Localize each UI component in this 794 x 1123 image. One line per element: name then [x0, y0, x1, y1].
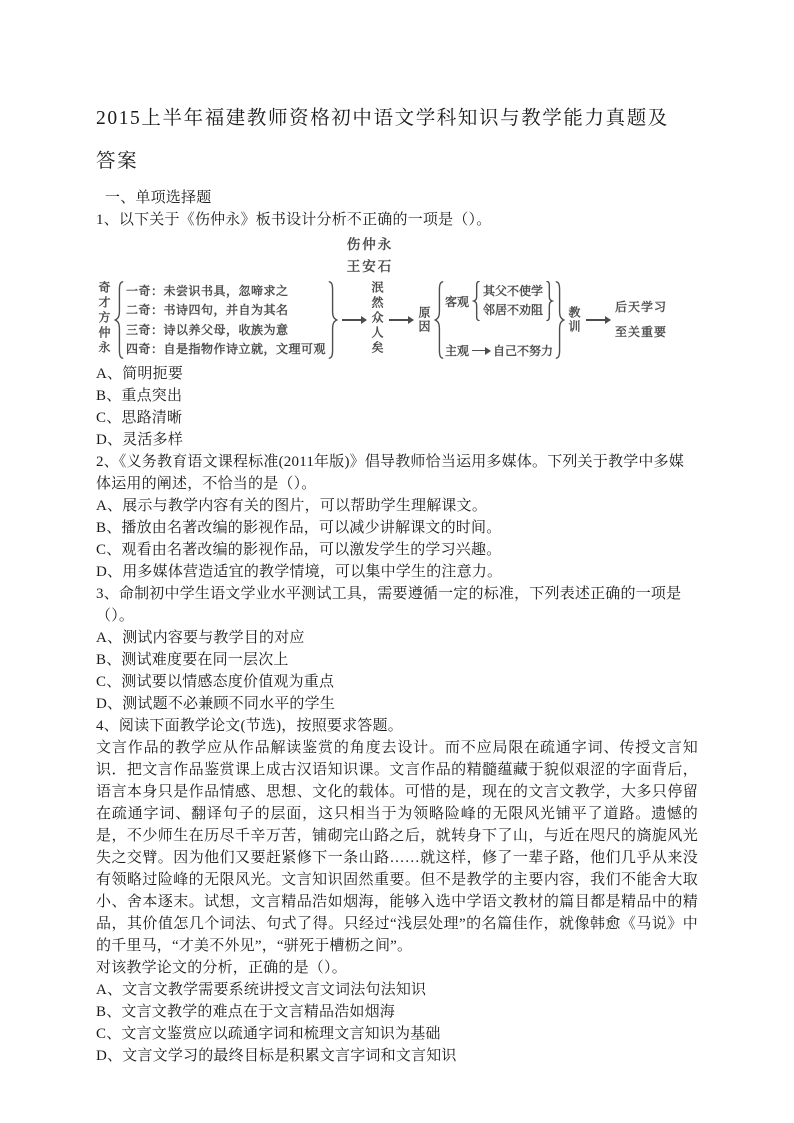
question-4-sub-stem: 对该教学论文的分析，正确的是（）。: [96, 960, 347, 976]
question-3-option-a: A、测试内容要与教学目的对应: [96, 630, 305, 646]
objective-item: 邻居不劝阻: [483, 303, 544, 317]
diagram-conclusion: [615, 295, 667, 345]
question-3-option-d: D、测试题不必兼顾不同水平的学生: [96, 696, 336, 712]
conclusion-line: 至关重要: [615, 325, 668, 339]
objective-item: 其父不使学: [483, 284, 544, 298]
question-3-option-b: B、测试难度要在同一层次上: [96, 652, 289, 668]
arrow-right-icon: [342, 319, 366, 320]
conclusion-line: 后天学习: [615, 300, 668, 314]
wonder-item: 一奇：未尝识书具，忽啼求之: [126, 284, 289, 298]
question-2-option-b: B、播放由名著改编的影视作品，可以减少讲解课文的时间。: [96, 520, 502, 536]
arrow-right-icon: [389, 319, 413, 320]
section-heading: 一、单项选择题: [105, 190, 212, 206]
subjective-value: 自己不努力: [493, 344, 554, 358]
question-4-stem: 4、阅读下面教学论文(节选)，按照要求答题。: [96, 718, 403, 734]
diagram-header: [96, 234, 644, 278]
question-2-option-c: C、观看由名著改编的影视作品，可以激发学生的学习兴趣。: [96, 542, 502, 558]
diagram-subject-label: 奇才方仲永: [97, 281, 111, 356]
diagram-wonders-list: [124, 281, 328, 359]
board-design-diagram: [96, 234, 698, 359]
question-1-option-b: B、重点突出: [96, 388, 183, 404]
arrow-right-icon: [472, 350, 490, 351]
diagram-author: 王安石: [346, 259, 394, 274]
wonder-item: 三奇：诗以养父母，收族为意: [126, 322, 289, 337]
subjective-label: 主观: [445, 344, 470, 358]
diagram-causes: [445, 281, 554, 359]
left-brace-icon: [433, 281, 444, 359]
question-2-option-a: A、展示与教学内容有关的图片，可以帮助学生理解课文。: [96, 498, 488, 514]
right-brace-icon: [328, 281, 339, 359]
diagram-lesson-label: 教训: [567, 306, 582, 334]
question-3-option-c: C、测试要以情感态度价值观为重点: [96, 674, 335, 690]
subjective-cause-row: [445, 342, 554, 359]
objective-items: [480, 282, 546, 320]
diagram-title: 伤仲永: [346, 237, 394, 252]
right-brace-icon: [555, 281, 566, 359]
diagram-reason-label: 原因: [417, 306, 432, 334]
question-2-option-d: D、用多媒体营造适宜的教学情境，可以集中学生的注意力。: [96, 564, 503, 580]
right-brace-icon: [546, 281, 554, 321]
question-4-option-d: D、文言文学习的最终目标是积累文言字词和文言知识: [96, 1048, 457, 1064]
question-4-option-a: A、文言文教学需要系统讲授文言文词法句法知识: [96, 982, 427, 998]
diagram-body: [96, 281, 698, 359]
question-1-option-a: A、简明扼要: [96, 366, 184, 382]
objective-label: 客观: [445, 294, 470, 309]
document-title: 2015上半年福建教师资格初中语文学科知识与教学能力真题及答案: [96, 108, 669, 172]
question-4-option-c: C、文言文鉴赏应以疏通字词和梳理文言知识为基础: [96, 1026, 441, 1042]
question-1-option-d: D、灵活多样: [96, 432, 184, 448]
objective-cause-row: [445, 281, 554, 321]
question-2-stem: 2、《义务教育语文课程标准(2011年版)》倡导教师恰当运用多媒体。下列关于教学中多媒体运用的阐述，不恰当的是（）。: [96, 454, 685, 492]
arrow-right-icon: [586, 319, 610, 320]
wonder-item: 二奇：书诗四句，并自为其名: [126, 303, 289, 318]
question-3-stem: 3、命制初中学生语文学业水平测试工具，需要遵循一定的标准，下列表述正确的一项是（）。: [96, 586, 682, 624]
question-1-stem: 1、以下关于《伤仲永》板书设计分析不正确的一项是（）。: [96, 212, 492, 228]
question-4-passage: 文言作品的教学应从作品解读鉴赏的角度去设计。而不应局限在疏通字词、传授文言知识．把文言作品鉴赏课上成古汉语知识课。文言作品的精髓蕴藏于貌似艰涩的字面背后，语言本身只是作品情感、思想、文化的载体。可惜的是，现在的文言文教学，大多只停留在疏通字词、翻译句子的层面，这只相当于为领略险峰的无限风光铺平了道路。遗憾的是，不少师生在历尽千辛万苦，铺砌完山路之后，就转身下了山，与近在咫尺的旖旎风光失之交臂。因为他们又要赶紧修下一条山路……就这样，修了一辈子路，他们几乎从来没有领略过险峰的无限风光。文言知识固然重要。但不是教学的主要内容，我们不能舍大取小、舍本逐末。试想，文言精品浩如烟海，能够入选中学语文教材的篇目都是精品中的精品，其价值怎几个词法、句式了得。只经过“浅层处理”的名篇佳作，就像韩愈《马说》中的千里马，“才美不外见”，“骈死于槽枥之间”。: [96, 740, 698, 954]
left-brace-icon: [472, 281, 480, 321]
left-brace-icon: [113, 281, 124, 359]
question-4-option-b: B、文言文教学的难点在于文言精品浩如烟海: [96, 1004, 396, 1020]
diagram-middle-label: 泯然众人矣: [370, 281, 385, 356]
question-1-option-c: C、思路清晰: [96, 410, 183, 426]
wonder-item: 四奇：自是指物作诗立就，文理可观: [126, 341, 327, 356]
